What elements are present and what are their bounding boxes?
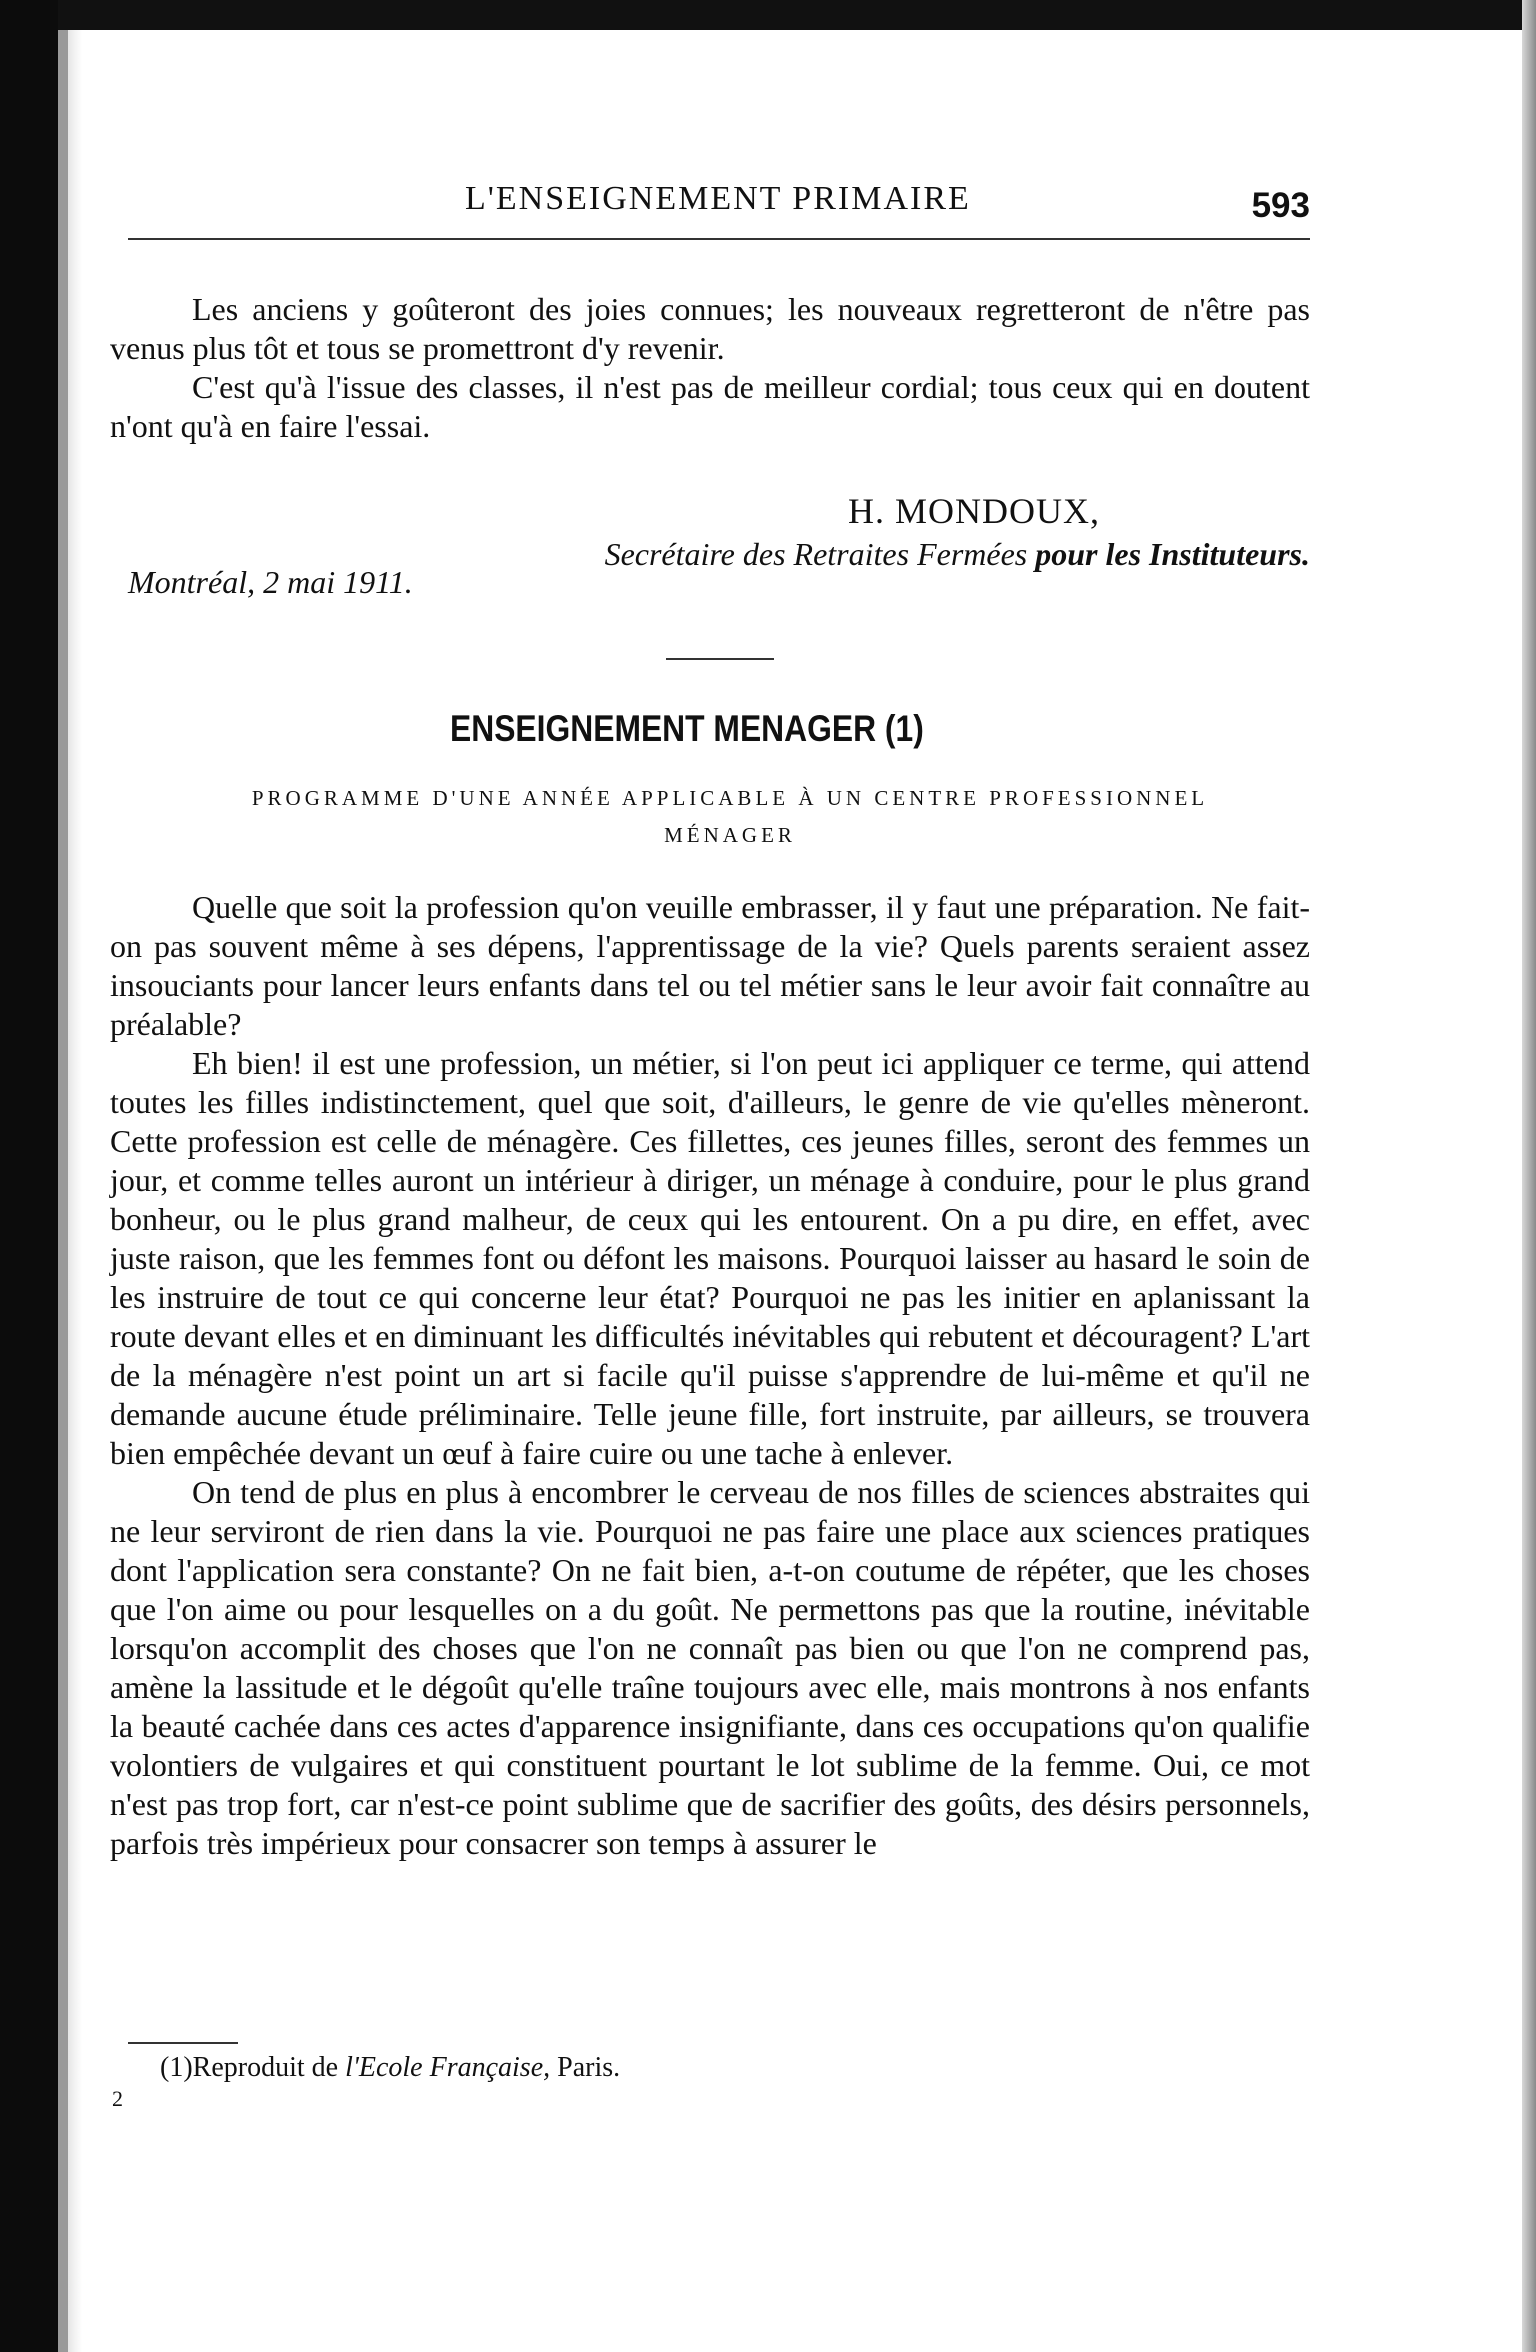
header-rule (128, 238, 1310, 240)
footnote-rule (128, 2042, 238, 2044)
footnote-marker: (1) (160, 2052, 193, 2083)
section-title: ENSEIGNEMENT MENAGER (1) (450, 708, 924, 749)
signature-place-date: Montréal, 2 mai 1911. (128, 564, 413, 600)
paragraph: Les anciens y goûteront des joies connues; les nouveaux regretteront de n'être pas venus plus tôt et tous se promettront d'y revenir. (110, 291, 1310, 366)
signature-title-bold: pour les Instituteurs. (1035, 536, 1310, 572)
intro-text (110, 290, 1310, 446)
running-head (110, 180, 1310, 225)
subtitle-line: MÉNAGER (664, 823, 796, 847)
signature-title-prefix: Secrétaire des Retraites Fermées (604, 536, 1036, 572)
paragraph: C'est qu'à l'issue des classes, il n'est pas de meilleur cordial; tous ceux qui en doutent n'ont qu'à en faire l'essai. (110, 369, 1310, 444)
paragraph: Quelle que soit la profession qu'on veuille embrasser, il y faut une préparation. Ne fait-on pas souvent même à ses dépens, l'apprentissage de la vie? Quels parents seraient assez insouciants pour lancer leurs enfants dans tel ou tel métier sans le leur avoir fait connaître au préalable? (110, 889, 1310, 1042)
scan-border-left (0, 0, 58, 2352)
scan-border-top (58, 0, 1536, 30)
subtitle-line: PROGRAMME D'UNE ANNÉE APPLICABLE À UN CENTRE PROFESSIONNEL (251, 786, 1209, 810)
scan-border-right (1522, 0, 1536, 2352)
paragraph: Eh bien! il est une profession, un métier, si l'on peut ici appliquer ce terme, qui attend toutes les filles indistinctement, quel que soit, d'ailleurs, le genre de vie qu'elles mèneront. Cette profession est celle de ménagère. Ces fillettes, ces jeunes filles, seront des femmes un jour, et comme telles auront un intérieur à diriger, un ménage à conduire, pour le plus grand bonheur, ou le plus grand malheur, de ceux qui les entourent. On a pu dire, en effet, avec juste raison, que les femmes font ou défont les maisons. Pourquoi laisser au hasard le soin de les instruire de tout ce qui concerne leur état? Pourquoi ne pas les initier en aplanissant la route devant elles et en diminuant les difficultés inévitables qui rebutent et découragent? L'art de la ménagère n'est point un art si facile qu'il puisse s'apprendre de lui-même et qu'il ne demande aucune étude préliminaire. Telle jeune fille, fort instruite, par ailleurs, se trouvera bien empêchée devant un œuf à faire cuire ou une tache à enlever. (110, 1045, 1310, 1471)
scan-border-edge (58, 0, 68, 2352)
footnote-text-suffix: Paris. (550, 2052, 621, 2083)
section-subtitle (170, 780, 1290, 854)
main-text (110, 888, 1310, 1863)
signature-title (605, 536, 1310, 573)
printer-signature-mark: 2 (112, 2086, 123, 2111)
section-divider (666, 658, 774, 660)
footnote-text-prefix: Reproduit de (192, 2052, 346, 2083)
page-gutter (68, 30, 82, 2352)
running-title: L'ENSEIGNEMENT PRIMAIRE (465, 180, 971, 217)
footnote (160, 2052, 620, 2084)
footnote-source: l'Ecole Française, (345, 2052, 551, 2083)
paragraph: On tend de plus en plus à encombrer le cerveau de nos filles de sciences abstraites qui ne leur serviront de rien dans la vie. Pourquoi ne pas faire une place aux sciences pratiques dont l'application sera constante? On ne fait bien, a-t-on coutume de répéter, que les choses que l'on aime ou pour lesquelles on a du goût. Ne permettons pas que la routine, inévitable lorsqu'on accomplit des choses que l'on ne connaît pas bien ou que l'on ne comprend pas, amène la lassitude et le dégoût qu'elle traîne toujours avec elle, mais montrons à nos enfants la beauté cachée dans ces actes d'apparence insignifiante, dans ces occupations qu'on qualifie volontiers de vulgaires et qui constituent pourtant le lot sublime de la femme. Oui, ce mot n'est pas trop fort, car n'est-ce point sublime que de sacrifier des goûts, des désirs personnels, parfois très impérieux pour consacrer son temps à assurer le (110, 1474, 1310, 1861)
page-number: 593 (1251, 186, 1310, 225)
signature-name: H. MONDOUX, (848, 491, 1100, 531)
